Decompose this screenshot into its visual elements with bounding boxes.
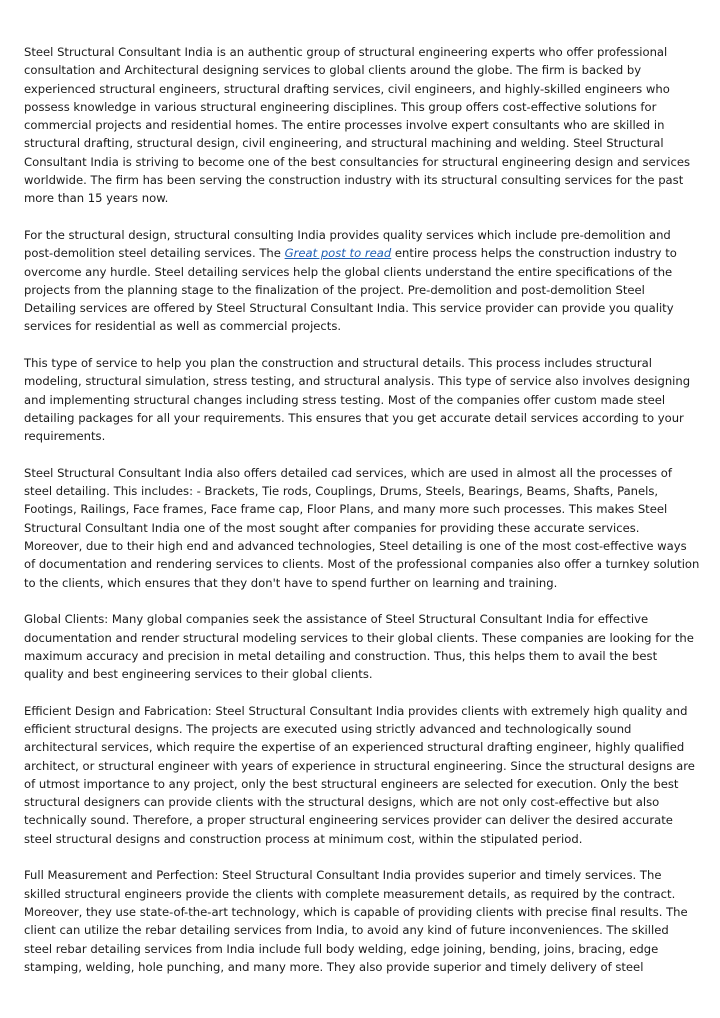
document-body [24,43,700,976]
paragraph-full-measurement: Full Measurement and Perfection: Steel Structural Consultant India provides superior and timely services. The skilled structural engineers provide the clients with complete measurement details, as required by the contract. Moreover, they use state-of-the-art technology, which is capable of providing clients with precise final results. The client can utilize the rebar detailing services from India, to avoid any kind of future inconveniences. The skilled steel rebar detailing services from India include full body welding, edge joining, bending, joins, bracing, edge stamping, welding, hole punching, and many more. They also provide superior and timely delivery of steel [24,868,688,974]
paragraph-efficient-design: Efficient Design and Fabrication: Steel Structural Consultant India provides clients with extremely high quality and efficient structural designs. The projects are executed using strictly advanced and technologically sound architectural services, which require the expertise of an experienced structural drafting engineer, highly qualified architect, or structural engineer with years of experience in structural engineering. Since the structural designs are of utmost importance to any project, only the best structural engineers are selected for execution. Only the best structural designers can provide clients with the structural designs, which are not only cost-effective but also technically sound. Therefore, a proper structural engineering services provider can deliver the desired accurate steel structural designs and construction process at minimum cost, within the stipulated period. [24,703,695,846]
paragraph-cad-services: Steel Structural Consultant India also offers detailed cad services, which are used in almost all the processes of steel detailing. This includes: - Brackets, Tie rods, Couplings, Drums, Steels, Bearings, Beams, Shafts, Panels, Footings, Railings, Face frames, Face frame cap, Floor Plans, and many more such processes. This makes Steel Structural Consultant India one of the most sought after companies for providing these accurate services. Moreover, due to their high end and advanced technologies, Steel detailing is one of the most cost-effective ways of documentation and rendering services to clients. Most of the professional companies also offer a turnkey solution to the clients, which ensures that they don't have to spend further on learning and training. [24,465,700,590]
paragraph-text-after-link: entire process helps the construction industry to overcome any hurdle. Steel detailing services help the global clients understand the entire specifications of the projects from the planning stage to the finalization of the project. Pre-demolition and post-demolition Steel Detailing services are offered by Steel Structural Consultant India. This service provider can provide you quality services for residential as well as commercial projects. [24,246,677,334]
paragraph-service-planning: This type of service to help you plan the construction and structural details. This process includes structural modeling, structural simulation, stress testing, and structural analysis. This type of service also involves designing and implementing structural changes including stress testing. Most of the companies offer custom made steel detailing packages for all your requirements. This ensures that you get accurate detail services according to your requirements. [24,356,691,444]
great-post-link[interactable]: Great post to read [284,246,392,261]
paragraph-text-before-link: For the structural design, structural consulting India provides quality services which include pre-demolition and post-demolition steel detailing services. The [24,227,671,261]
paragraph-intro: Steel Structural Consultant India is an authentic group of structural engineering experts who offer professional consultation and Architectural designing services to global clients around the globe. The firm is backed by experienced structural engineers, structural drafting services, civil engineers, and highly-skilled engineers who possess knowledge in various structural engineering disciplines. This group offers cost-effective solutions for commercial projects and residential homes. The entire processes involve expert consultants who are skilled in structural drafting, structural design, civil engineering, and structural machining and welding. Steel Structural Consultant India is striving to become one of the best consultancies for structural engineering design and services worldwide. The firm has been serving the construction industry with its structural consulting services for the past more than 15 years now. [24,45,691,206]
paragraph-global-clients: Global Clients: Many global companies seek the assistance of Steel Structural Consultant India for effective documentation and render structural modeling services to their global clients. These companies are looking for the maximum accuracy and precision in metal detailing and construction. Thus, this helps them to avail the best quality and best engineering services to their global clients. [24,612,694,682]
paragraph-structural-design [24,226,700,336]
